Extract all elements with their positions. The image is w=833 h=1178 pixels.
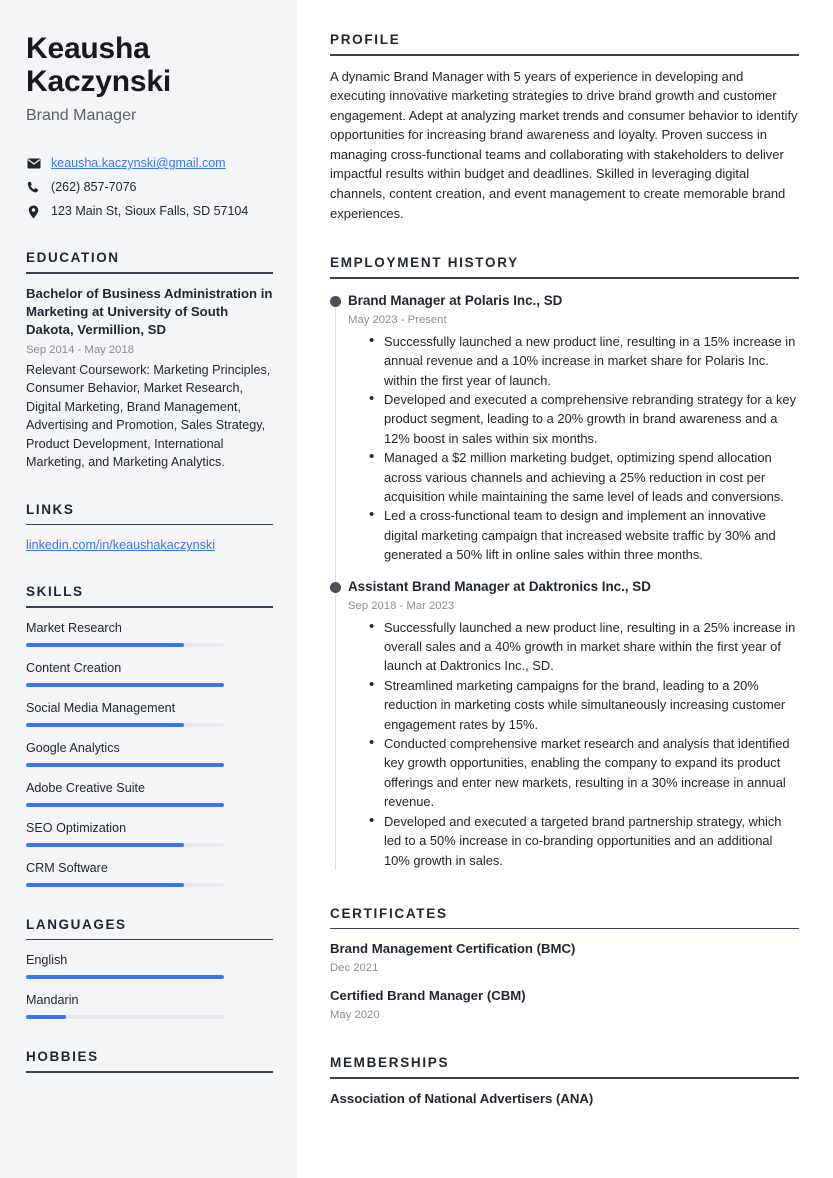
employment-bullet-list <box>348 332 799 565</box>
skill-item <box>26 779 273 807</box>
section-skills-title: SKILLS <box>26 584 84 599</box>
skill-bar-fill <box>26 763 224 767</box>
skill-label: Adobe Creative Suite <box>26 780 146 795</box>
envelope-icon <box>26 158 41 169</box>
section-education <box>26 250 273 472</box>
skill-label: SEO Optimization <box>26 820 127 835</box>
section-links-title: LINKS <box>26 501 75 517</box>
certificate-item <box>330 987 799 1023</box>
section-skills-body <box>26 608 273 887</box>
section-hobbies-rule <box>26 1071 273 1073</box>
phone-icon <box>26 181 41 194</box>
section-skills <box>26 584 273 887</box>
employment-title: Assistant Brand Manager at Daktronics Inc., SD <box>348 578 651 594</box>
language-label: English <box>26 953 68 967</box>
employment-timeline <box>330 290 799 874</box>
skill-label: Social Media Management <box>26 700 176 715</box>
language-item <box>26 951 273 979</box>
languages-list <box>26 951 273 1019</box>
section-certificates-body <box>330 929 799 1023</box>
skills-list <box>26 619 273 887</box>
employment-bullet: • Developed and executed a targeted brand partnership strategy, which led to a 50% increase in co-branding opportunities and an additional 10% growth in sales. <box>369 812 799 870</box>
skill-bar-track <box>26 643 224 647</box>
language-bar-track <box>26 1015 224 1019</box>
employment-entry <box>348 292 799 569</box>
skill-item <box>26 619 273 647</box>
education-description: Relevant Coursework: Marketing Principles, Consumer Behavior, Market Research, Digital Marketing, Brand Management, Advertising and Promotion, Sales Strategy, Product Development, International Marketing, and Marketing Analytics. <box>26 362 271 469</box>
skill-label: Google Analytics <box>26 740 120 755</box>
link-linkedin[interactable]: linkedin.com/in/keaushakaczynski <box>26 538 215 552</box>
contact-address-text: 123 Main St, Sioux Falls, SD 57104 <box>51 204 249 218</box>
section-hobbies-title: HOBBIES <box>26 1049 99 1064</box>
certificate-date: Dec 2021 <box>330 962 379 975</box>
contact-phone-text: (262) 857-7076 <box>51 180 137 194</box>
memberships-list <box>330 1090 799 1108</box>
employment-bullet: • Successfully launched a new product line, resulting in a 25% increase in overall sales and a 40% growth in market share within the first year of launch at Daktronics Inc., SD. <box>369 618 799 676</box>
certificate-date: May 2020 <box>330 1009 380 1022</box>
skill-bar-track <box>26 683 224 687</box>
certificates-list <box>330 940 799 1023</box>
section-languages <box>26 917 273 1020</box>
section-employment <box>330 255 799 874</box>
contact-email[interactable] <box>26 155 273 172</box>
section-languages-title: LANGUAGES <box>26 916 127 932</box>
skill-bar-track <box>26 803 224 807</box>
language-item <box>26 991 273 1019</box>
employment-entry <box>348 578 799 874</box>
employment-title: Brand Manager at Polaris Inc., SD <box>348 292 563 308</box>
contact-email-text[interactable]: keausha.kaczynski@gmail.com <box>51 156 226 170</box>
section-employment-body <box>330 279 799 874</box>
employment-bullet: • Successfully launched a new product line, resulting in a 15% increase in annual revenue and a 10% increase in market share for Polaris Inc. within the first year of launch. <box>369 332 799 390</box>
skill-label: Market Research <box>26 620 122 635</box>
employment-bullet: • Streamlined marketing campaigns for the brand, leading to a 20% reduction in marketing costs while simultaneously increasing customer engagement rates by 15%. <box>369 676 799 734</box>
section-profile-title: PROFILE <box>330 32 401 47</box>
education-date: Sep 2014 - May 2018 <box>26 343 135 356</box>
language-bar-track <box>26 975 224 979</box>
skill-item <box>26 819 273 847</box>
skill-item <box>26 659 273 687</box>
employment-bullet: • Developed and executed a comprehensive rebranding strategy for a key product segment, leading to a 20% growth in brand awareness and a 12% boost in sales within six months. <box>369 390 799 448</box>
employment-date: Sep 2018 - Mar 2023 <box>348 599 455 612</box>
candidate-name: Keausha Kaczynski <box>26 32 171 98</box>
employment-date: May 2023 - Present <box>348 313 447 326</box>
skill-label: CRM Software <box>26 860 108 875</box>
employment-bullet: • Led a cross-functional team to design and implement an innovative digital marketing campaign that increased website traffic by 30% and generated a 50% lift in online sales within three months. <box>369 506 799 564</box>
skill-bar-fill <box>26 723 184 727</box>
location-pin-icon <box>26 205 41 219</box>
contact-phone <box>26 179 273 196</box>
section-memberships <box>330 1055 799 1108</box>
section-education-body <box>26 274 273 472</box>
skill-label: Content Creation <box>26 660 122 675</box>
profile-text: A dynamic Brand Manager with 5 years of experience in developing and executing innovative marketing strategies to drive brand growth and customer engagement. Adept at analyzing market trends and consumer behavior to identify opportunities for increasing brand awareness and loyalty. Proven success in managing cross-functional teams and collaborating with stakeholders to deliver impactful results within budget and deadlines. Skilled in leveraging digital channels, content creation, and event management to create memorable brand experiences. <box>330 68 798 221</box>
section-memberships-body <box>330 1079 799 1108</box>
skill-item <box>26 699 273 727</box>
skill-bar-fill <box>26 643 184 647</box>
employment-bullet-list <box>348 618 799 870</box>
section-certificates <box>330 906 799 1024</box>
sidebar <box>0 0 297 1178</box>
language-bar-fill <box>26 975 224 979</box>
section-languages-body <box>26 940 273 1019</box>
membership-name: Association of National Advertisers (ANA) <box>330 1090 594 1106</box>
skill-bar-fill <box>26 803 224 807</box>
skill-item <box>26 739 273 767</box>
candidate-job-title: Brand Manager <box>26 107 137 124</box>
section-employment-title: EMPLOYMENT HISTORY <box>330 255 519 271</box>
skill-bar-track <box>26 843 224 847</box>
section-links-body <box>26 525 273 554</box>
employment-bullet: • Conducted comprehensive market research and analysis that identified key growth opportunities, enabling the company to expand its product offerings and enter new markets, resulting in a 30% increase in annual revenue. <box>369 734 799 812</box>
language-bar-fill <box>26 1015 66 1019</box>
skill-bar-track <box>26 883 224 887</box>
employment-bullet: • Managed a $2 million marketing budget, optimizing spend allocation across various channels and achieving a 25% reduction in cost per acquisition while maintaining the same level of leads and conversions. <box>369 448 799 506</box>
main-column <box>297 0 833 1178</box>
skill-bar-fill <box>26 843 184 847</box>
certificate-name: Brand Management Certification (BMC) <box>330 941 576 957</box>
section-hobbies <box>26 1049 273 1073</box>
section-education-title: EDUCATION <box>26 250 120 265</box>
language-label: Mandarin <box>26 993 79 1007</box>
education-degree: Bachelor of Business Administration in Marketing at University of South Dakota, Vermillion, SD <box>26 285 273 337</box>
section-memberships-title: MEMBERSHIPS <box>330 1055 450 1071</box>
skill-bar-fill <box>26 883 184 887</box>
contact-address <box>26 203 273 220</box>
section-links <box>26 502 273 555</box>
skill-item <box>26 859 273 887</box>
skill-bar-track <box>26 723 224 727</box>
section-profile-body <box>330 56 799 224</box>
contact-list <box>26 155 273 220</box>
certificate-name: Certified Brand Manager (CBM) <box>330 988 526 1004</box>
section-profile <box>330 32 799 223</box>
membership-item <box>330 1090 799 1108</box>
skill-bar-track <box>26 763 224 767</box>
skill-bar-fill <box>26 683 224 687</box>
certificate-item <box>330 940 799 976</box>
section-certificates-title: CERTIFICATES <box>330 905 448 921</box>
